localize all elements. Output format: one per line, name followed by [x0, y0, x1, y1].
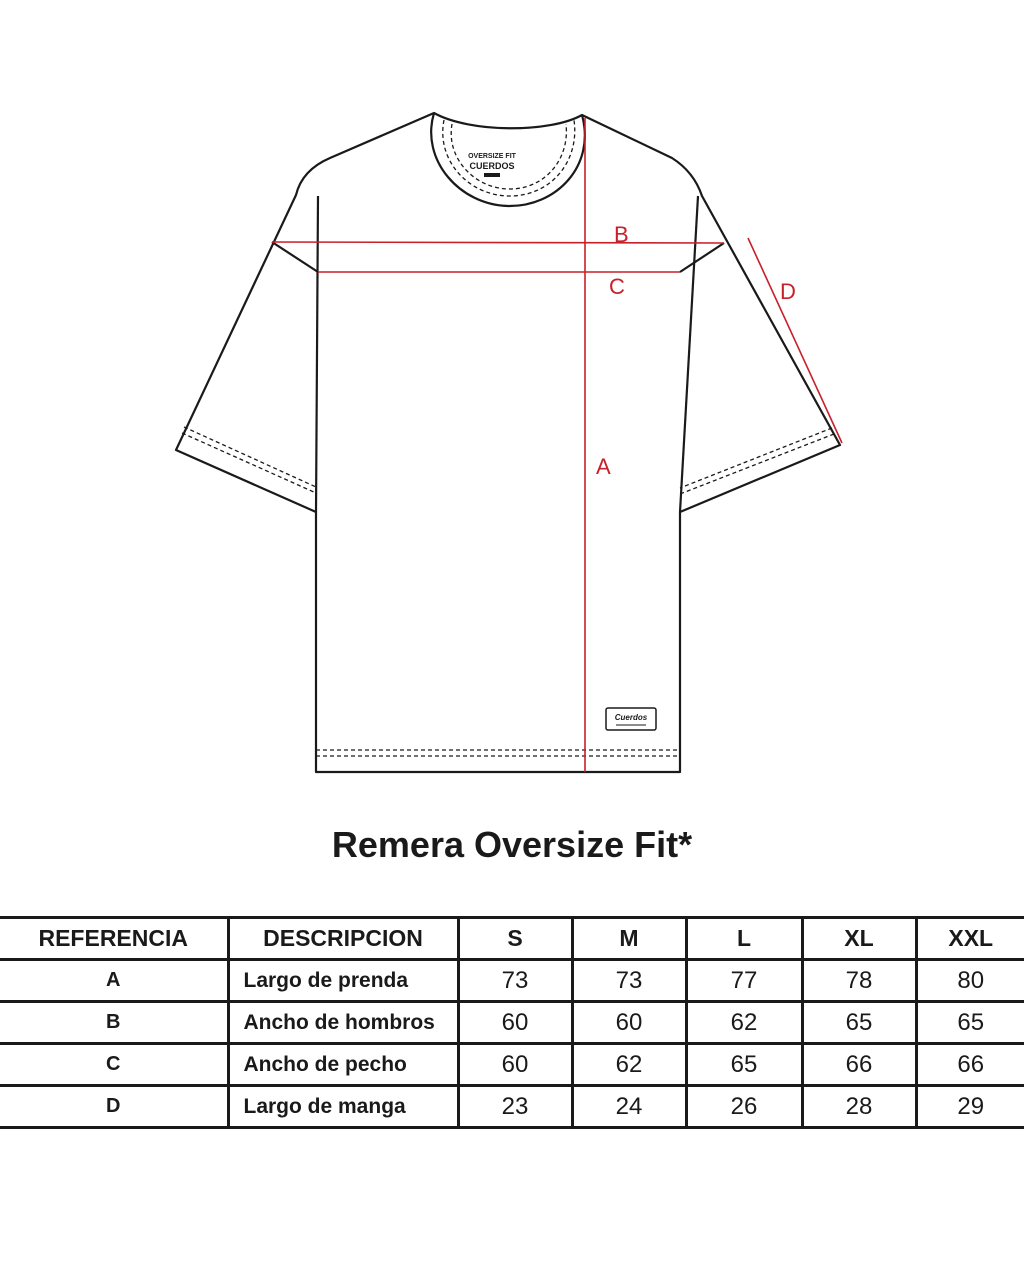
table-header-row [0, 918, 1024, 960]
row-reference: B [0, 1002, 228, 1044]
row-value-xl: 78 [802, 960, 916, 1002]
row-value-xxl: 29 [916, 1086, 1024, 1128]
measure-label-a: A [596, 454, 611, 479]
row-value-l: 62 [686, 1002, 802, 1044]
row-reference: D [0, 1086, 228, 1128]
row-reference: C [0, 1044, 228, 1086]
row-value-xxl: 66 [916, 1044, 1024, 1086]
header-size-xxl: XXL [916, 918, 1024, 960]
row-reference: A [0, 960, 228, 1002]
size-table [0, 916, 1024, 1129]
barcode-icon [484, 173, 500, 177]
header-size-m: M [572, 918, 686, 960]
header-size-s: S [458, 918, 572, 960]
page-title: Remera Oversize Fit* [331, 824, 693, 865]
measure-label-d: D [780, 279, 796, 304]
row-value-m: 24 [572, 1086, 686, 1128]
table-row [0, 960, 1024, 1002]
header-size-l: L [686, 918, 802, 960]
row-value-xl: 65 [802, 1002, 916, 1044]
row-description: Ancho de hombros [228, 1002, 458, 1044]
row-value-xl: 66 [802, 1044, 916, 1086]
header-descripcion: DESCRIPCION [228, 918, 458, 960]
table-row [0, 1002, 1024, 1044]
row-value-l: 77 [686, 960, 802, 1002]
row-description: Largo de manga [228, 1086, 458, 1128]
row-value-s: 60 [458, 1044, 572, 1086]
neck-label-line1: OVERSIZE FIT [468, 153, 516, 160]
row-description: Ancho de pecho [228, 1044, 458, 1086]
row-value-s: 23 [458, 1086, 572, 1128]
row-value-l: 26 [686, 1086, 802, 1128]
row-value-m: 73 [572, 960, 686, 1002]
table-row [0, 1086, 1024, 1128]
row-value-s: 60 [458, 1002, 572, 1044]
measure-line-d [748, 238, 842, 443]
tshirt-outline [176, 113, 840, 772]
neck-label-brand: CUERDOS [469, 161, 515, 171]
header-size-xl: XL [802, 918, 916, 960]
measure-label-b: B [614, 222, 629, 247]
row-value-xxl: 65 [916, 1002, 1024, 1044]
measure-line-b [272, 242, 724, 243]
row-value-l: 65 [686, 1044, 802, 1086]
measure-label-c: C [609, 274, 625, 299]
row-value-m: 60 [572, 1002, 686, 1044]
hem-label-brand: Cuerdos [614, 713, 648, 722]
row-value-xl: 28 [802, 1086, 916, 1128]
hem-label [606, 708, 656, 730]
row-description: Largo de prenda [228, 960, 458, 1002]
neck-label [468, 153, 517, 177]
row-value-s: 73 [458, 960, 572, 1002]
header-referencia: REFERENCIA [0, 918, 228, 960]
row-value-m: 62 [572, 1044, 686, 1086]
table-row [0, 1044, 1024, 1086]
row-value-xxl: 80 [916, 960, 1024, 1002]
measurement-lines [272, 118, 842, 772]
